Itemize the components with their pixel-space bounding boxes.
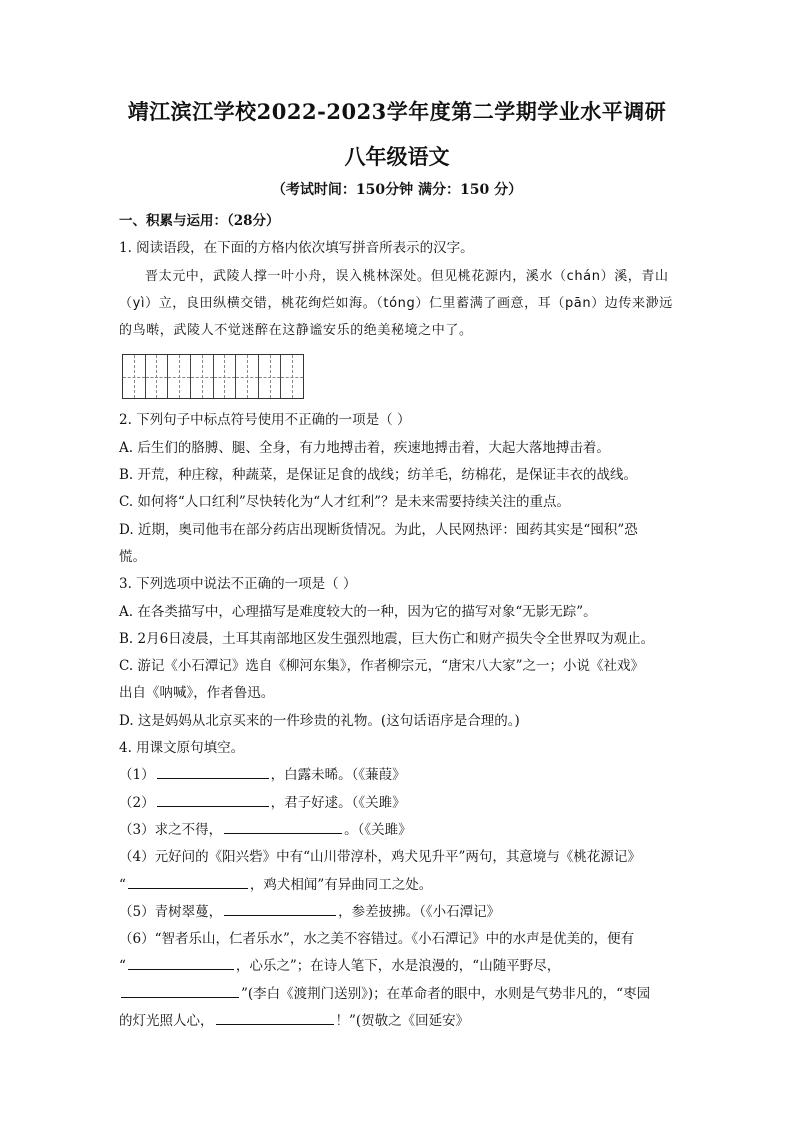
q1-stem: 1. 阅读语段，在下面的方格内依次填写拼音所表示的汉字。 [119,240,474,257]
grid-cell[interactable] [259,355,282,398]
grid-cell[interactable] [236,355,259,398]
q4-item: （5）青树翠蔓， ，参差披拂。（《小石潭记》 [119,899,679,926]
section-heading: 一、积累与运用：（28分） [119,213,280,229]
q4-item: （6）“智者乐山，仁者乐水”，水之美不容错过。《小石潭记》中的水声是优美的，便有 [119,931,635,948]
q3-stem: 3. 下列选项中说法不正确的一项是（ ） [119,576,357,593]
q4-item: （1） ，白露未晞。（《蒹葭》 [119,762,679,789]
exam-info: （考试时间：150分钟 满分：150 分） [271,182,523,198]
q4-item: “ ，鸡犬相闻”有异曲同工之处。 [119,872,679,899]
q3-option: A. 在各类描写中，心理描写是难度较大的一种，因为它的描写对象“无影无踪”。 [119,603,597,620]
fill-blank[interactable] [224,901,336,916]
fill-blank[interactable] [128,955,234,970]
answer-grid[interactable] [122,354,304,399]
grid-cell[interactable] [123,355,146,398]
q3-option: D. 这是妈妈从北京买来的一件珍贵的礼物。(这句话语序是合理的。) [119,712,520,729]
q4-stem: 4. 用课文原句填空。 [119,740,245,757]
q2-option: B. 开荒，种庄稼，种蔬菜，是保证足食的战线；纺羊毛，纺棉花，是保证丰衣的战线。 [119,467,638,484]
fill-blank[interactable] [216,1010,334,1025]
grid-cell[interactable] [146,355,169,398]
fill-blank[interactable] [128,874,248,889]
grid-cell[interactable] [214,355,237,398]
fill-blank[interactable] [157,764,269,779]
q2-option: A. 后生们的胳膊、腿、全身，有力地搏击着，疾速地搏击着，大起大落地搏击着。 [119,439,610,456]
q1-passage-line: 晋太元中，武陵人撑一叶小舟，误入桃林深处。但见桃花源内，溪水（chán）溪，青山 [145,268,669,284]
grid-cell[interactable] [168,355,191,398]
q4-item: ”(李白《渡荆门送别》)；在革命者的眼中，水则是气势非凡的，“枣园 [119,981,679,1008]
exam-content [119,208,679,1035]
q4-item: （2） ，君子好逑。（《关雎》 [119,790,679,817]
q4-item: 的灯光照人心， ！”(贺敬之《回延安》 [119,1008,679,1035]
q2-option: D. 近期，奥司他韦在部分药店出现断货情况。为此，人民网热评：囤药其实是“囤积”恐 [119,521,638,538]
exam-title: 靖江滨江学校2022-2023学年度第二学期学业水平调研 [127,99,667,124]
q1-passage-line: 的鸟啭，武陵人不觉迷醉在这静谧安乐的绝美秘境之中了。 [119,323,473,339]
fill-blank[interactable] [157,792,269,807]
exam-subtitle: 八年级语文 [344,144,450,169]
q3-option: C. 游记《小石潭记》选自《柳河东集》，作者柳宗元，“唐宋八大家”之一；小说《社戏》 [119,658,644,675]
q4-item: （3）求之不得， 。（《关雎》 [119,817,679,844]
fill-blank[interactable] [224,819,342,834]
q4-item: （4）元好问的《阳兴砦》中有“山川带淳朴，鸡犬见升平”两句，其意境与《桃花源记》 [119,849,641,866]
q2-stem: 2. 下列句子中标点符号使用不正确的一项是（ ） [119,412,411,429]
fill-blank[interactable] [121,983,239,998]
grid-cell[interactable] [281,355,303,398]
q3-option: B. 2月6日凌晨，土耳其南部地区发生强烈地震，巨大伤亡和财产损失令全世界叹为观止。 [119,630,655,647]
q1-passage-line: （yì）立，良田纵横交错，桃花绚烂如海。（tóng）仁里蓄满了画意，耳（pān）边传来渺远 [119,295,673,311]
q4-item: “ ，心乐之”；在诗人笔下，水是浪漫的，“山随平野尽， [119,953,679,980]
grid-cell[interactable] [191,355,214,398]
q2-option: C. 如何将“人口红利”尽快转化为“人才红利”？是未来需要持续关注的重点。 [119,494,571,511]
q2-option: 慌。 [119,548,146,565]
q3-option: 出自《呐喊》，作者鲁迅。 [119,685,275,702]
